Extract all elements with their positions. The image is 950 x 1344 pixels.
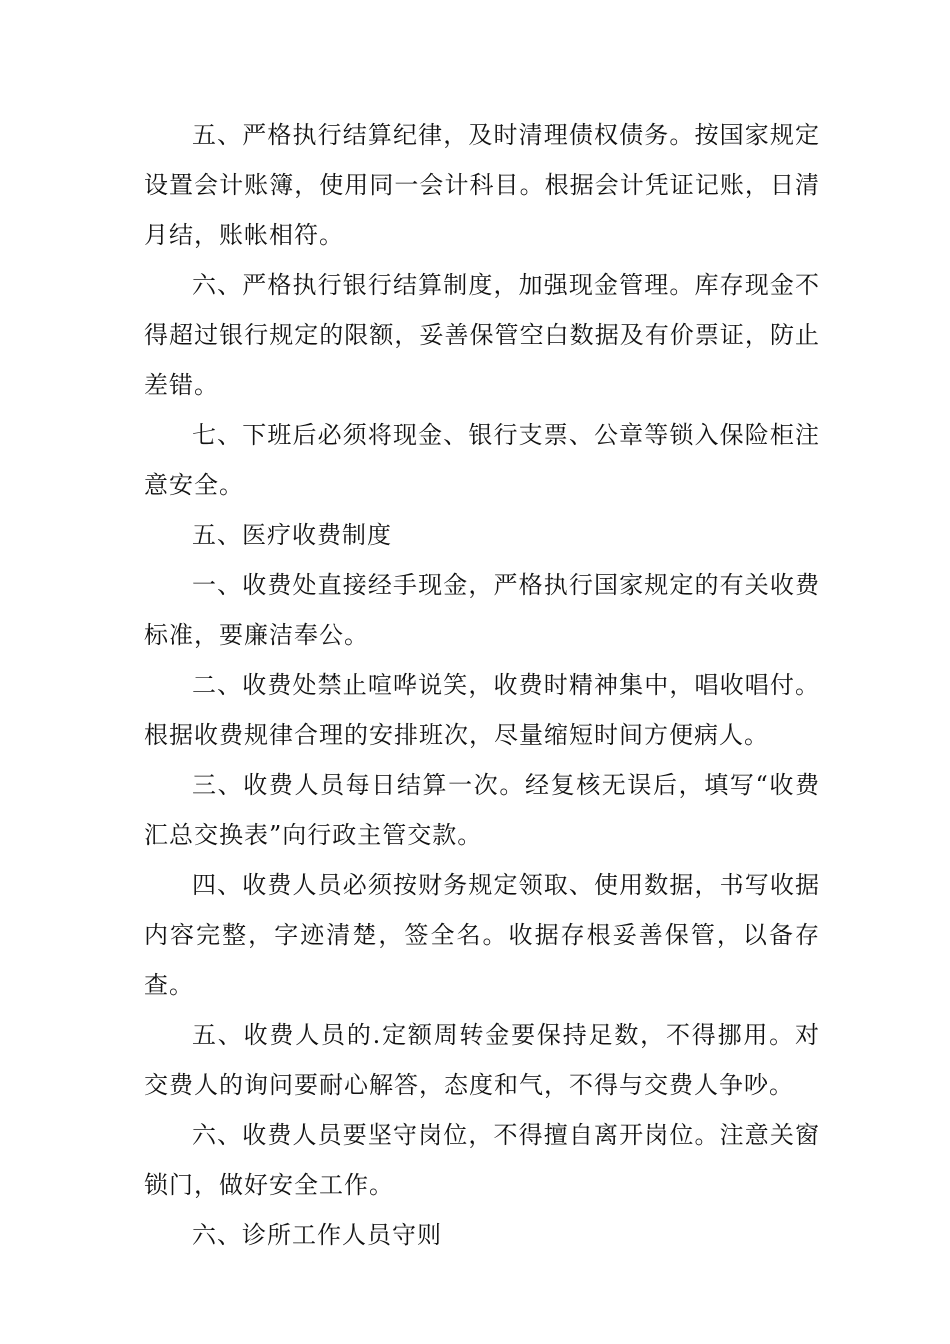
section-heading-medical-fees: 五、医疗收费制度 bbox=[192, 521, 392, 549]
paragraph-fee-rule-3: 三、收费人员每日结算一次。经复核无误后，填写“收费汇总交换表”向行政主管交款。 bbox=[144, 771, 820, 849]
section-heading-staff-code: 六、诊所工作人员守则 bbox=[192, 1221, 442, 1249]
document-body bbox=[144, 110, 820, 1260]
paragraph-fee-rule-4: 四、收费人员必须按财务规定领取、使用数据，书写收据内容完整，字迹清楚，签全名。收据存根妥善保管，以备存查。 bbox=[144, 871, 820, 999]
paragraph-bank-settlement: 六、严格执行银行结算制度，加强现金管理。库存现金不得超过银行规定的限额，妥善保管空白数据及有价票证，防止差错。 bbox=[144, 271, 820, 399]
paragraph-after-work-safety: 七、下班后必须将现金、银行支票、公章等锁入保险柜注意安全。 bbox=[144, 421, 820, 499]
paragraph-fee-rule-6: 六、收费人员要坚守岗位，不得擅自离开岗位。注意关窗锁门，做好安全工作。 bbox=[144, 1121, 820, 1199]
paragraph-fee-rule-1: 一、收费处直接经手现金，严格执行国家规定的有关收费标准，要廉洁奉公。 bbox=[144, 571, 820, 649]
paragraph-settlement-discipline: 五、严格执行结算纪律，及时清理债权债务。按国家规定设置会计账簿，使用同一会计科目。根据会计凭证记账，日清月结，账帐相符。 bbox=[144, 121, 820, 249]
paragraph-fee-rule-5: 五、收费人员的.定额周转金要保持足数，不得挪用。对交费人的询问要耐心解答，态度和气，不得与交费人争吵。 bbox=[144, 1021, 820, 1099]
paragraph-fee-rule-2: 二、收费处禁止喧哗说笑，收费时精神集中，唱收唱付。根据收费规律合理的安排班次，尽量缩短时间方便病人。 bbox=[144, 671, 820, 749]
